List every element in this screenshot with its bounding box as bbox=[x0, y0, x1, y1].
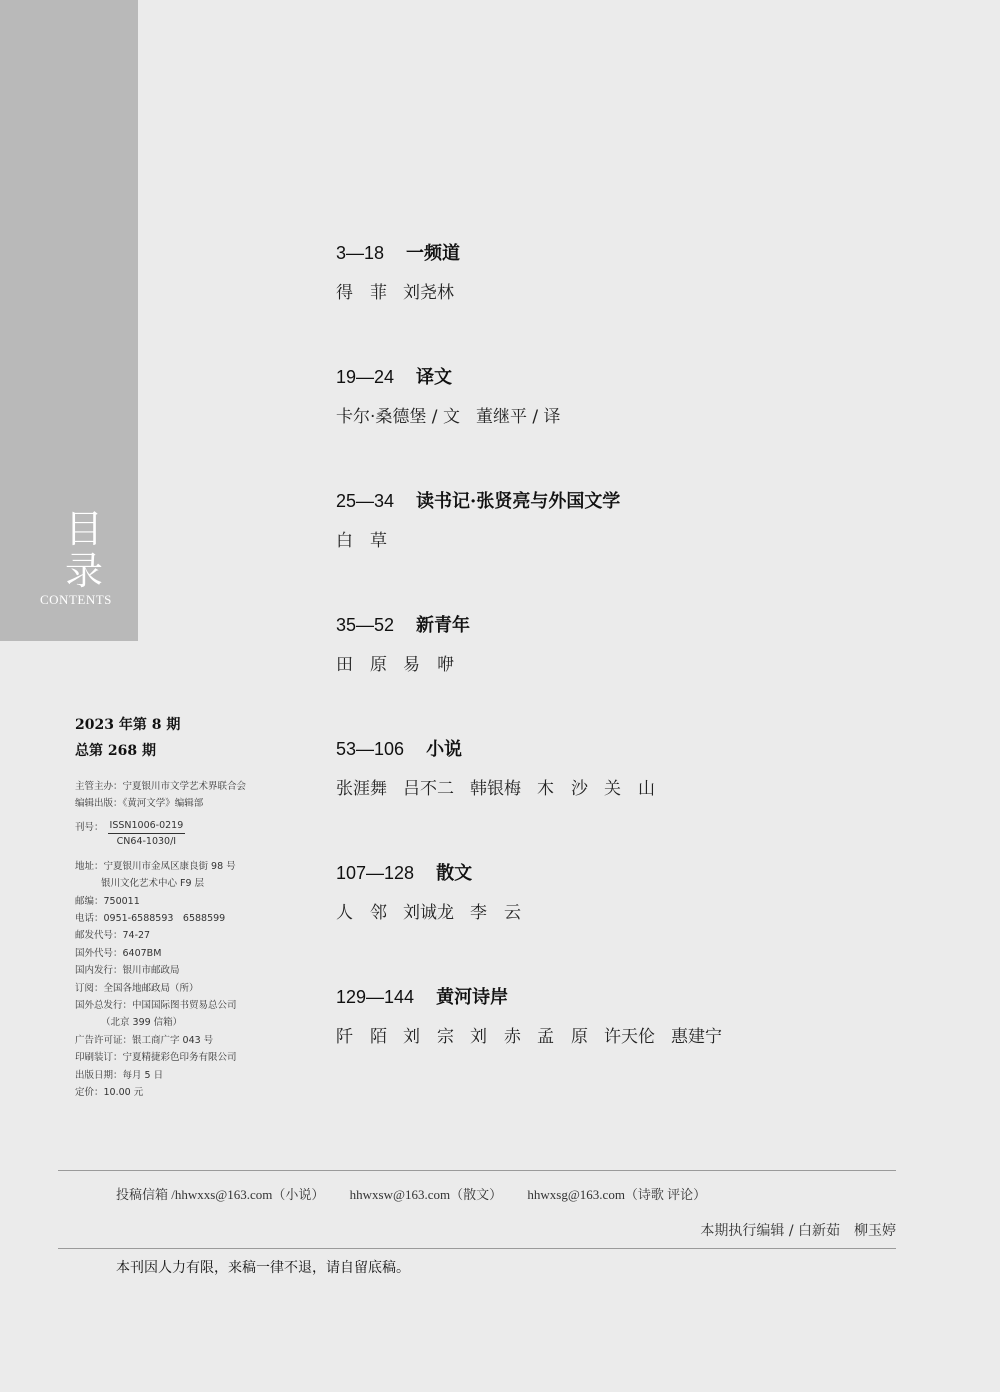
author-name: 木 沙 bbox=[537, 779, 588, 799]
imprint-printer: 印刷装订：宁夏精捷彩色印务有限公司 bbox=[75, 1052, 237, 1064]
issue-info bbox=[75, 712, 285, 764]
toc-page-range: 129—144 bbox=[336, 987, 415, 1007]
imprint-post-code-no: 邮发代号：74-27 bbox=[75, 930, 151, 942]
imprint-price: 定价：10.00 元 bbox=[75, 1087, 144, 1099]
imprint-phone: 电话：0951-6588593 6588599 bbox=[75, 913, 226, 925]
author-name: 阡 陌 bbox=[336, 1027, 387, 1047]
imprint-address: 地址：宁夏银川市金凤区康良街 98 号 bbox=[75, 860, 236, 872]
toc-authors bbox=[336, 529, 620, 553]
toc-page-range: 3—18 bbox=[336, 243, 385, 263]
toc-authors bbox=[336, 405, 577, 429]
toc-entry-heading bbox=[336, 736, 671, 763]
sidebar-band bbox=[0, 0, 138, 641]
toc-entry-heading bbox=[336, 612, 470, 639]
author-name: 韩银梅 bbox=[470, 779, 521, 799]
imprint-ad-license: 广告许可证：银工商广字 043 号 bbox=[75, 1034, 214, 1046]
contact-email-poetry: hhwxsg@163.com（诗歌 评论） bbox=[527, 1187, 707, 1202]
toc-entry bbox=[336, 240, 470, 305]
toc-section-title: 散文 bbox=[436, 863, 473, 884]
author-name: 孟 原 bbox=[537, 1027, 588, 1047]
toc-section-title: 黄河诗岸 bbox=[436, 987, 509, 1008]
toc-entry-heading bbox=[336, 240, 470, 267]
footer-contacts bbox=[116, 1184, 728, 1203]
toc-section-title: 译文 bbox=[416, 367, 453, 388]
toc-authors bbox=[336, 1025, 738, 1049]
toc-page-range: 107—128 bbox=[336, 863, 415, 883]
toc-entry bbox=[336, 736, 671, 801]
footer-notice: 本刊因人力有限，来稿一律不退，请自留底稿。 bbox=[116, 1260, 410, 1276]
sidebar-subtitle: CONTENTS bbox=[40, 592, 112, 607]
toc-entry bbox=[336, 860, 537, 925]
author-name: 刘 宗 bbox=[403, 1027, 454, 1047]
toc-entry bbox=[336, 612, 470, 677]
footer-editors: 本期执行编辑 / 白新茹 柳玉婷 bbox=[700, 1223, 896, 1239]
imprint bbox=[75, 778, 285, 1102]
imprint-order: 订阅：全国各地邮政局（所） bbox=[75, 982, 199, 994]
author-name: 刘 赤 bbox=[470, 1027, 521, 1047]
toc-page-range: 25—34 bbox=[336, 491, 395, 511]
toc-authors bbox=[336, 281, 470, 305]
imprint-address-line-2: 银川文化艺术中心 F9 层 bbox=[101, 878, 205, 890]
toc-entry-heading bbox=[336, 488, 620, 515]
imprint-foreign-distribution: 国外总发行：中国国际图书贸易总公司 bbox=[75, 1000, 237, 1012]
imprint-publication-date: 出版日期：每月 5 日 bbox=[75, 1069, 164, 1081]
author-name: 刘诚龙 bbox=[403, 903, 454, 923]
author-name: 惠建宁 bbox=[671, 1027, 722, 1047]
author-name: 董继平 / 译 bbox=[475, 407, 561, 427]
author-name: 关 山 bbox=[604, 779, 655, 799]
toc-page-range: 35—52 bbox=[336, 615, 395, 635]
toc-entry bbox=[336, 488, 620, 553]
imprint-publisher: 编辑出版：《黄河文学》编辑部 bbox=[75, 798, 204, 810]
total-issue-number: 总第 268 期 bbox=[75, 743, 156, 759]
imprint-sponsor: 主管主办：宁夏银川市文学艺术界联合会 bbox=[75, 781, 247, 792]
footer-divider-top bbox=[58, 1170, 896, 1171]
imprint-postcode: 邮编：750011 bbox=[75, 895, 140, 907]
toc-section-title: 读书记·张贤亮与外国文学 bbox=[416, 491, 621, 512]
author-name: 李 云 bbox=[470, 903, 521, 923]
footer-divider-bottom bbox=[58, 1248, 896, 1249]
toc-entry-heading bbox=[336, 860, 537, 887]
toc-entry bbox=[336, 364, 577, 429]
cn-number: CN64-1030/I bbox=[116, 835, 177, 847]
author-name: 得 菲 bbox=[336, 283, 387, 303]
toc-authors bbox=[336, 653, 470, 677]
toc-section-title: 小说 bbox=[426, 739, 463, 760]
toc-page-range: 53—106 bbox=[336, 739, 405, 759]
toc-section-title: 一频道 bbox=[406, 243, 461, 264]
issn-label: 刊号： bbox=[75, 821, 104, 833]
issue-number: 2023 年第 8 期 bbox=[75, 717, 181, 733]
toc-entry-heading bbox=[336, 364, 577, 391]
author-name: 刘尧林 bbox=[403, 283, 454, 303]
issn-block bbox=[75, 819, 285, 850]
author-name: 易 咿 bbox=[403, 655, 454, 675]
author-name: 卡尔·桑德堡 / 文 bbox=[336, 407, 460, 427]
author-name: 许天伦 bbox=[604, 1027, 655, 1047]
author-name: 张涯舞 bbox=[336, 779, 387, 799]
toc-entry-heading bbox=[336, 984, 738, 1011]
toc-authors bbox=[336, 901, 537, 925]
imprint-domestic-distribution: 国内发行：银川市邮政局 bbox=[75, 965, 180, 977]
author-name: 白 草 bbox=[336, 531, 387, 551]
sidebar-title: 目录 bbox=[64, 507, 103, 593]
contact-email-prose: hhwxsw@163.com（散文） bbox=[349, 1187, 503, 1202]
imprint-foreign-distribution-line-2: （北京 399 信箱） bbox=[101, 1017, 183, 1029]
imprint-foreign-code: 国外代号：6407BM bbox=[75, 947, 162, 959]
toc-entry bbox=[336, 984, 738, 1049]
author-name: 人 邻 bbox=[336, 903, 387, 923]
author-name: 吕不二 bbox=[403, 779, 454, 799]
issn-number: ISSN1006-0219 bbox=[108, 819, 186, 834]
author-name: 田 原 bbox=[336, 655, 387, 675]
contact-email-fiction: 投稿信箱 /hhwxxs@163.com（小说） bbox=[116, 1187, 325, 1202]
toc-authors bbox=[336, 777, 671, 801]
toc-section-title: 新青年 bbox=[416, 615, 471, 636]
toc-page-range: 19—24 bbox=[336, 367, 395, 387]
